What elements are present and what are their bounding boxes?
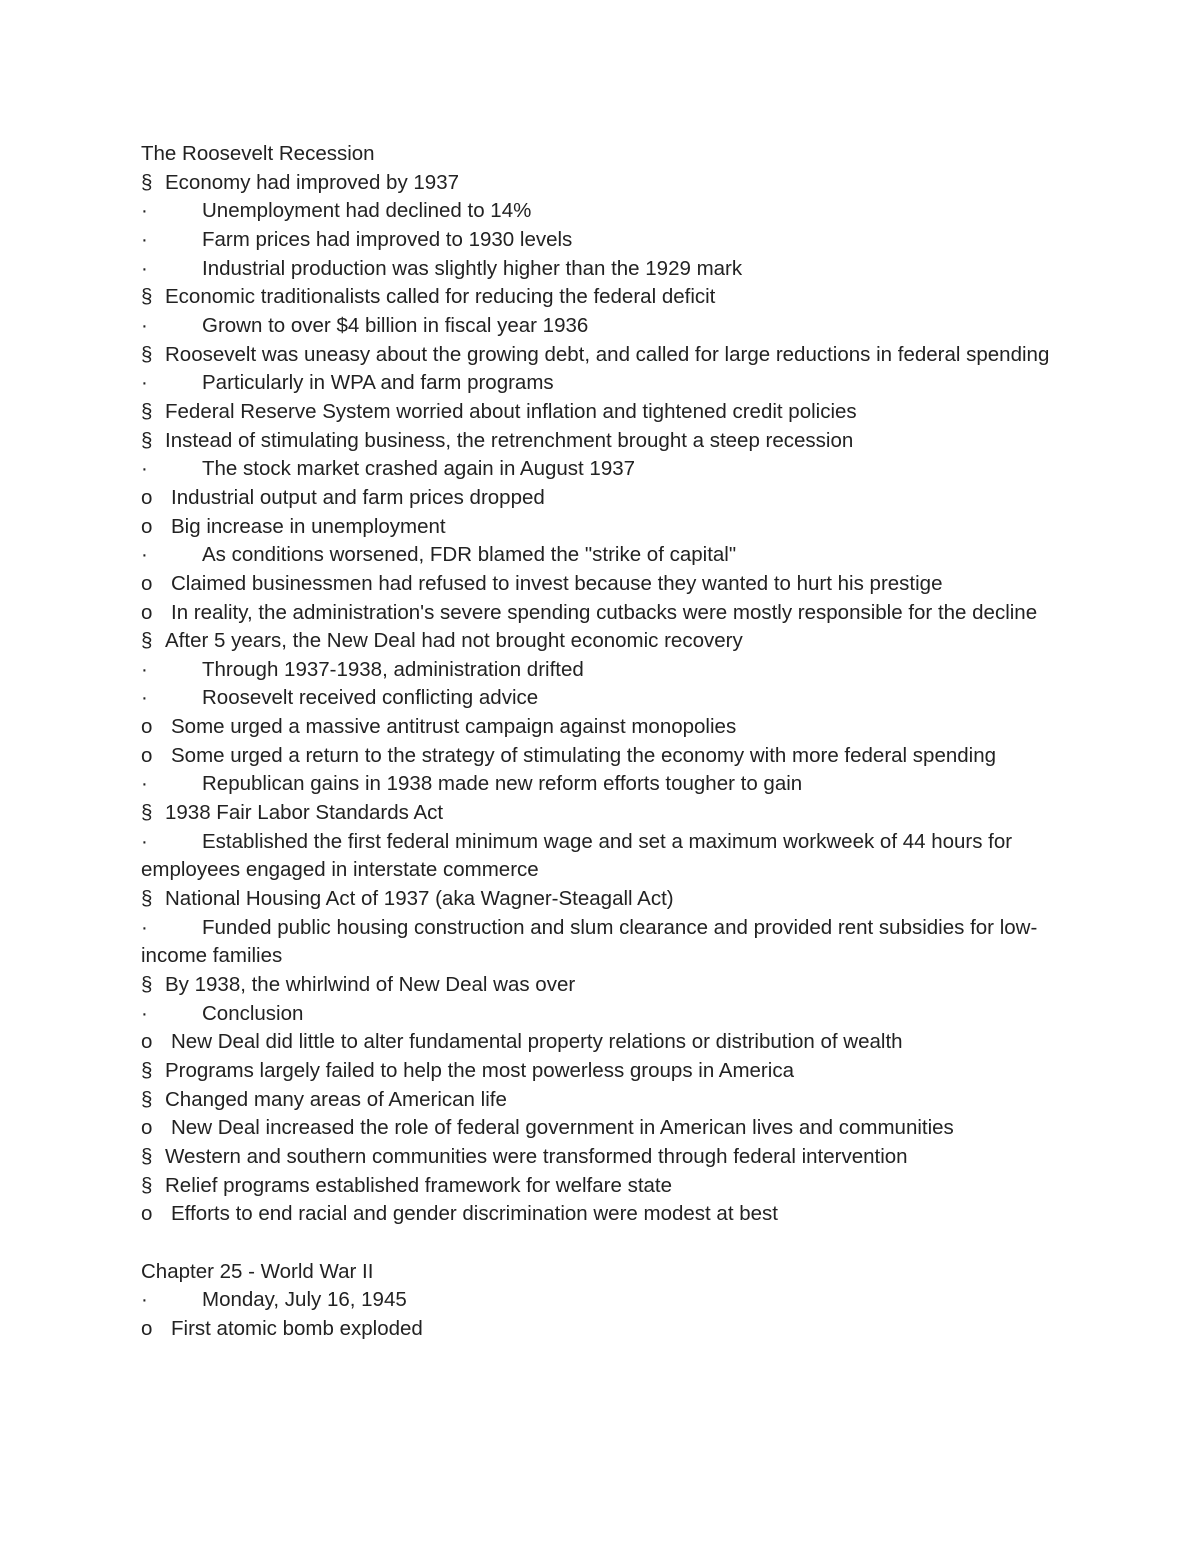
list-item [141, 742, 1071, 771]
line-text: Economy had improved by 1937 [165, 170, 460, 194]
line-text: Roosevelt was uneasy about the growing debt, and called for large reductions in federal spending [165, 342, 1050, 366]
line-text: As conditions worsened, FDR blamed the "strike of capital" [202, 543, 737, 567]
bullet-marker: o [141, 514, 153, 538]
line-text: National Housing Act of 1937 (aka Wagner-Steagall Act) [165, 887, 674, 911]
list-item [141, 255, 1071, 284]
list-item [141, 1286, 1071, 1315]
bullet-marker: o [141, 1202, 153, 1226]
bullet-marker: · [141, 657, 148, 681]
bullet-marker: o [141, 743, 153, 767]
line-text: New Deal did little to alter fundamental property relations or distribution of wealth [171, 1030, 903, 1054]
bullet-marker: § [141, 428, 153, 452]
line-text: Industrial output and farm prices dropped [171, 485, 545, 509]
section-heading [141, 140, 1071, 169]
bullet-marker: § [141, 973, 153, 997]
bullet-marker: · [141, 915, 148, 939]
line-text: Conclusion [202, 1001, 304, 1025]
bullet-marker: · [141, 199, 148, 223]
list-item [141, 914, 1071, 971]
bullet-marker: o [141, 1030, 153, 1054]
list-item [141, 341, 1071, 370]
bullet-marker: § [141, 1059, 153, 1082]
bullet-marker: · [141, 772, 148, 796]
list-item [141, 627, 1071, 656]
list-item [141, 799, 1071, 828]
list-item [141, 484, 1071, 513]
list-item [141, 541, 1071, 570]
bullet-marker: o [141, 600, 153, 624]
bullet-marker: § [141, 801, 153, 825]
line-text: Through 1937-1938, administration drifted [202, 657, 584, 681]
line-text: Established the first federal minimum wage and set a maximum workweek of 44 hours for employees engaged in interstate commerce [141, 829, 1013, 882]
line-text: Relief programs established framework for welfare state [165, 1173, 673, 1197]
list-item [141, 885, 1071, 914]
bullet-marker: · [141, 686, 148, 710]
bullet-marker: § [141, 1144, 153, 1168]
section-heading [141, 1258, 1071, 1287]
bullet-marker: § [141, 342, 153, 366]
list-item [141, 398, 1071, 427]
list-item [141, 1143, 1071, 1172]
line-text: Western and southern communities were transformed through federal intervention [165, 1144, 908, 1168]
list-item [141, 513, 1071, 542]
list-item [141, 1057, 1071, 1086]
line-text: Programs largely failed to help the most powerless groups in America [165, 1059, 794, 1082]
bullet-marker: o [141, 715, 153, 739]
line-text: Big increase in unemployment [171, 514, 446, 538]
line-text: First atomic bomb exploded [171, 1316, 423, 1340]
bullet-marker: · [141, 543, 148, 567]
list-item [141, 1086, 1071, 1115]
line-text: Some urged a return to the strategy of stimulating the economy with more federal spending [171, 743, 997, 767]
list-item [141, 656, 1071, 685]
bullet-marker: · [141, 1001, 148, 1025]
line-text: Federal Reserve System worried about inflation and tightened credit policies [165, 399, 857, 423]
list-item [141, 1172, 1071, 1201]
bullet-marker: · [141, 227, 148, 251]
bullet-marker: · [141, 256, 148, 280]
bullet-marker: § [141, 285, 153, 309]
line-text: Republican gains in 1938 made new reform efforts tougher to gain [202, 772, 803, 796]
list-item [141, 197, 1071, 226]
bullet-marker: · [141, 371, 148, 395]
list-item [141, 1114, 1071, 1143]
bullet-marker: § [141, 1087, 153, 1111]
list-item [141, 770, 1071, 799]
bullet-marker: § [141, 399, 153, 423]
line-text: Particularly in WPA and farm programs [202, 371, 554, 395]
line-text: In reality, the administration's severe spending cutbacks were mostly responsible for the decline [171, 600, 1038, 624]
line-text: After 5 years, the New Deal had not brought economic recovery [165, 629, 743, 653]
list-item [141, 1200, 1071, 1229]
bullet-marker: o [141, 571, 153, 595]
line-text: Unemployment had declined to 14% [202, 199, 532, 223]
bullet-marker: § [141, 1173, 153, 1197]
list-item [141, 599, 1071, 628]
bullet-marker: § [141, 629, 153, 653]
line-text: Industrial production was slightly higher than the 1929 mark [202, 256, 743, 280]
line-text: Some urged a massive antitrust campaign against monopolies [171, 715, 737, 739]
line-text: Monday, July 16, 1945 [202, 1288, 407, 1312]
list-item [141, 684, 1071, 713]
line-text: Funded public housing construction and slum clearance and provided rent subsidies for low-income families [141, 915, 1038, 968]
list-item [141, 971, 1071, 1000]
line-text: 1938 Fair Labor Standards Act [165, 801, 444, 825]
line-text: Claimed businessmen had refused to invest because they wanted to hurt his prestige [171, 571, 943, 595]
document-page [141, 140, 1071, 1344]
line-text: Instead of stimulating business, the retrenchment brought a steep recession [165, 428, 854, 452]
line-text: New Deal increased the role of federal government in American lives and communities [171, 1116, 954, 1140]
line-text: Changed many areas of American life [165, 1087, 507, 1111]
list-item [141, 1028, 1071, 1057]
list-item [141, 570, 1071, 599]
line-text: Grown to over $4 billion in fiscal year 1936 [202, 313, 589, 337]
bullet-marker: § [141, 887, 153, 911]
list-item [141, 455, 1071, 484]
bullet-marker: · [141, 457, 148, 481]
list-item [141, 1000, 1071, 1029]
list-item [141, 828, 1071, 885]
bullet-marker: o [141, 1116, 153, 1140]
bullet-marker: o [141, 1316, 153, 1340]
line-text: The stock market crashed again in August 1937 [202, 457, 636, 481]
line-text: By 1938, the whirlwind of New Deal was over [165, 973, 576, 997]
bullet-marker: § [141, 170, 153, 194]
bullet-marker: · [141, 313, 148, 337]
list-item [141, 283, 1071, 312]
line-text: Roosevelt received conflicting advice [202, 686, 539, 710]
list-item [141, 1315, 1071, 1344]
line-text: Farm prices had improved to 1930 levels [202, 227, 573, 251]
list-item [141, 713, 1071, 742]
list-item [141, 369, 1071, 398]
bullet-marker: o [141, 485, 153, 509]
line-text: The Roosevelt Recession [141, 142, 375, 165]
line-text: Chapter 25 - World War II [141, 1259, 374, 1283]
line-text: Economic traditionalists called for reducing the federal deficit [165, 285, 716, 309]
list-item [141, 312, 1071, 341]
list-item [141, 427, 1071, 456]
bullet-marker: · [141, 1288, 148, 1312]
bullet-marker: · [141, 829, 148, 853]
blank-line [141, 1229, 1071, 1258]
list-item [141, 226, 1071, 255]
list-item [141, 169, 1071, 198]
line-text: Efforts to end racial and gender discrimination were modest at best [171, 1202, 778, 1226]
